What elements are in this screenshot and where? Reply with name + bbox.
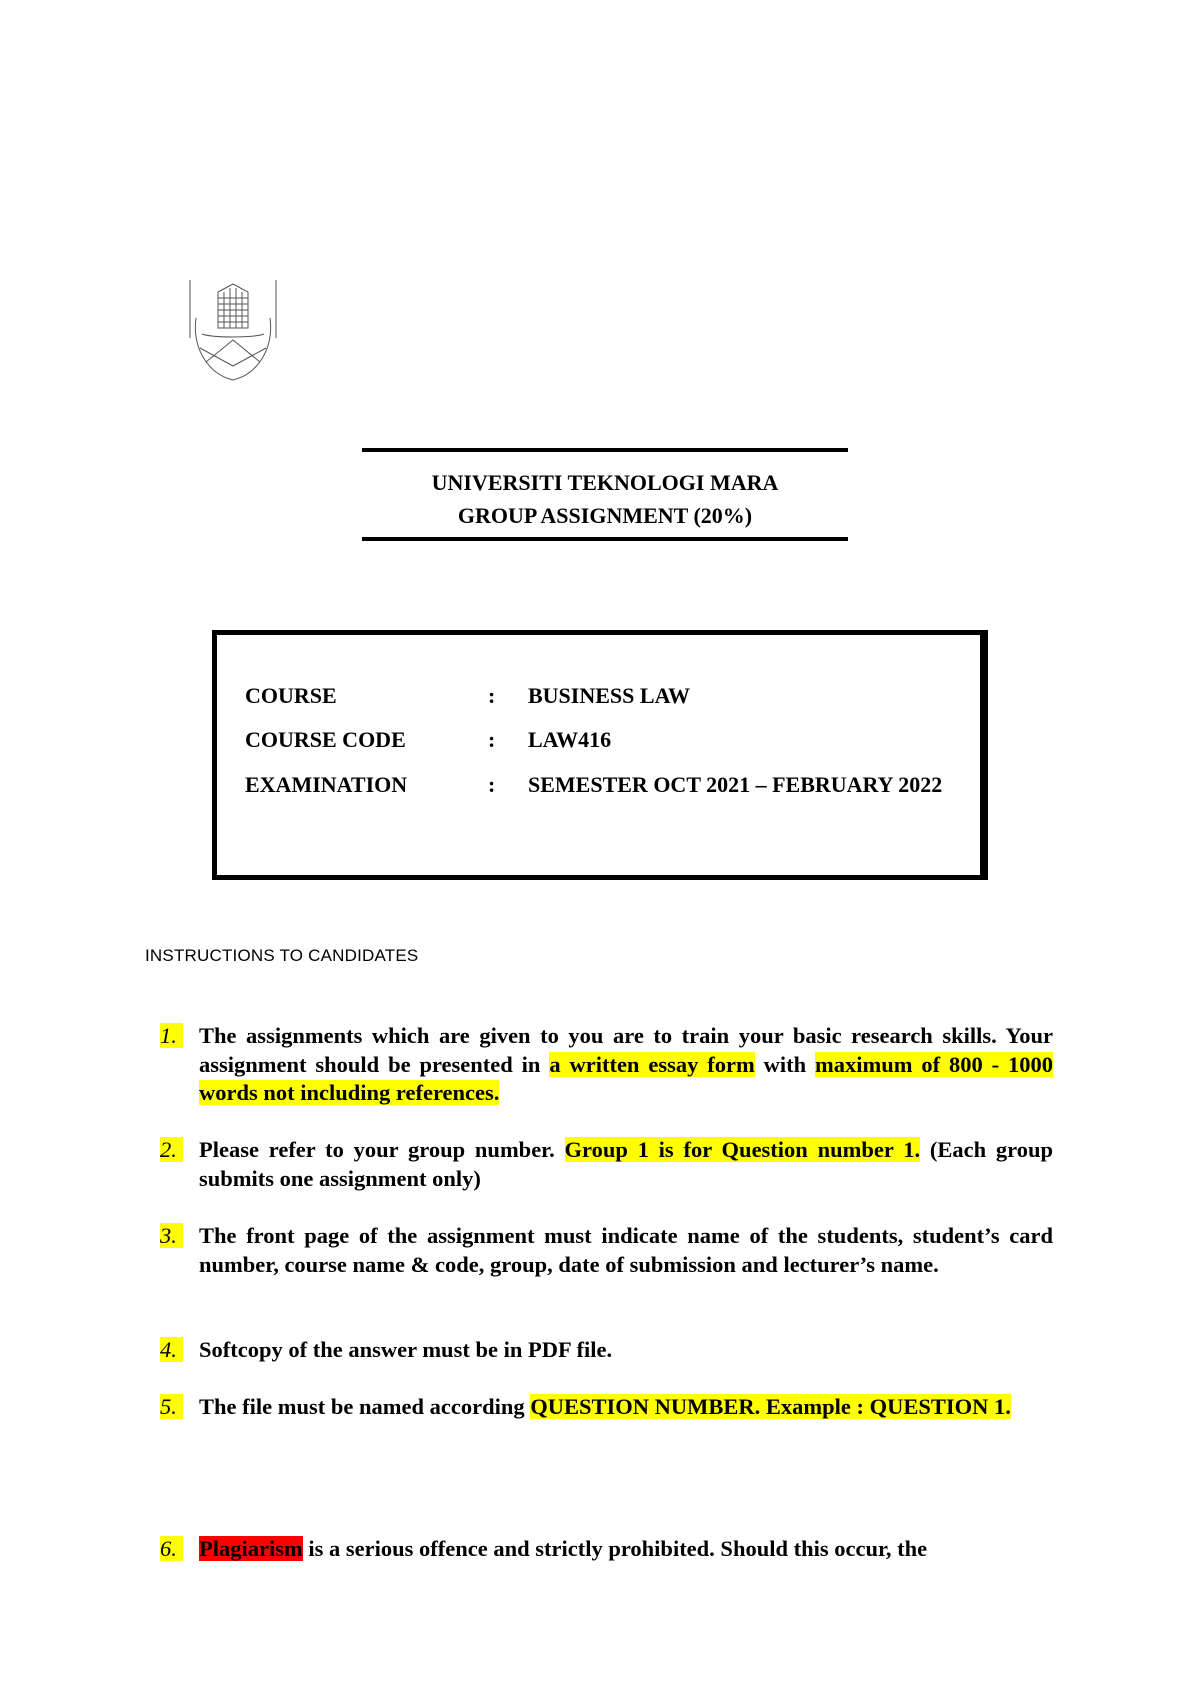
header-rule-bottom (362, 537, 848, 541)
instruction-item-1 (160, 1022, 1053, 1108)
examination-label: EXAMINATION (245, 772, 408, 797)
highlighted-text: maximum of 800 - 1000 words not including references. (199, 1051, 1054, 1106)
item-text: The file must be named according QUESTION NUMBER. Example : QUESTION 1. (199, 1394, 1011, 1419)
instruction-item-3 (160, 1222, 1053, 1279)
document-title-block (362, 466, 848, 532)
course-code-colon: : (488, 727, 496, 752)
highlighted-text: Group 1 is for Question number 1. (564, 1137, 921, 1162)
item-text: Please refer to your group number. Group 1 is for Question number 1. (Each group submits one assignment only) (199, 1137, 1053, 1191)
course-code-value: LAW416 (528, 727, 612, 752)
item-text: Plagiarism is a serious offence and strictly prohibited. Should this occur, the (199, 1536, 928, 1561)
course-code-label: COURSE CODE (245, 727, 406, 752)
examination-value: SEMESTER OCT 2021 – FEBRUARY 2022 (528, 772, 943, 797)
item-number: 4. (160, 1336, 183, 1365)
instructions-heading: INSTRUCTIONS TO CANDIDATES (145, 946, 419, 965)
course-label: COURSE (245, 683, 337, 708)
course-value: BUSINESS LAW (528, 683, 691, 708)
examination-colon: : (488, 772, 496, 797)
item-number: 6. (160, 1535, 183, 1564)
item-number: 2. (160, 1136, 183, 1165)
instruction-item-2 (160, 1136, 1053, 1193)
item-number: 3. (160, 1222, 183, 1251)
course-info-box (212, 630, 988, 880)
instruction-item-6 (160, 1535, 1053, 1564)
item-text: Softcopy of the answer must be in PDF file. (199, 1337, 613, 1362)
university-crest-icon (188, 278, 278, 384)
item-number: 1. (160, 1022, 183, 1051)
item-text: The front page of the assignment must indicate name of the students, student’s card number, course name & code, group, date of submission and lecturer’s name. (199, 1223, 1053, 1277)
assignment-title: GROUP ASSIGNMENT (20%) (457, 503, 753, 528)
item-text: The assignments which are given to you are to train your basic research skills. Your assignment should be presented in a written essay form with maximum of 800 - 1000 words not including references. (199, 1023, 1054, 1106)
highlighted-text: a written essay form (549, 1051, 755, 1077)
item-number: 5. (160, 1393, 183, 1422)
instruction-item-4 (160, 1336, 1053, 1365)
course-colon: : (488, 683, 496, 708)
instruction-item-5 (160, 1393, 1053, 1422)
highlighted-text: QUESTION NUMBER. Example : QUESTION 1. (530, 1394, 1011, 1419)
plagiarism-highlight: Plagiarism (199, 1536, 303, 1561)
header-rule-top (362, 448, 848, 452)
university-name: UNIVERSITI TEKNOLOGI MARA (431, 470, 779, 495)
